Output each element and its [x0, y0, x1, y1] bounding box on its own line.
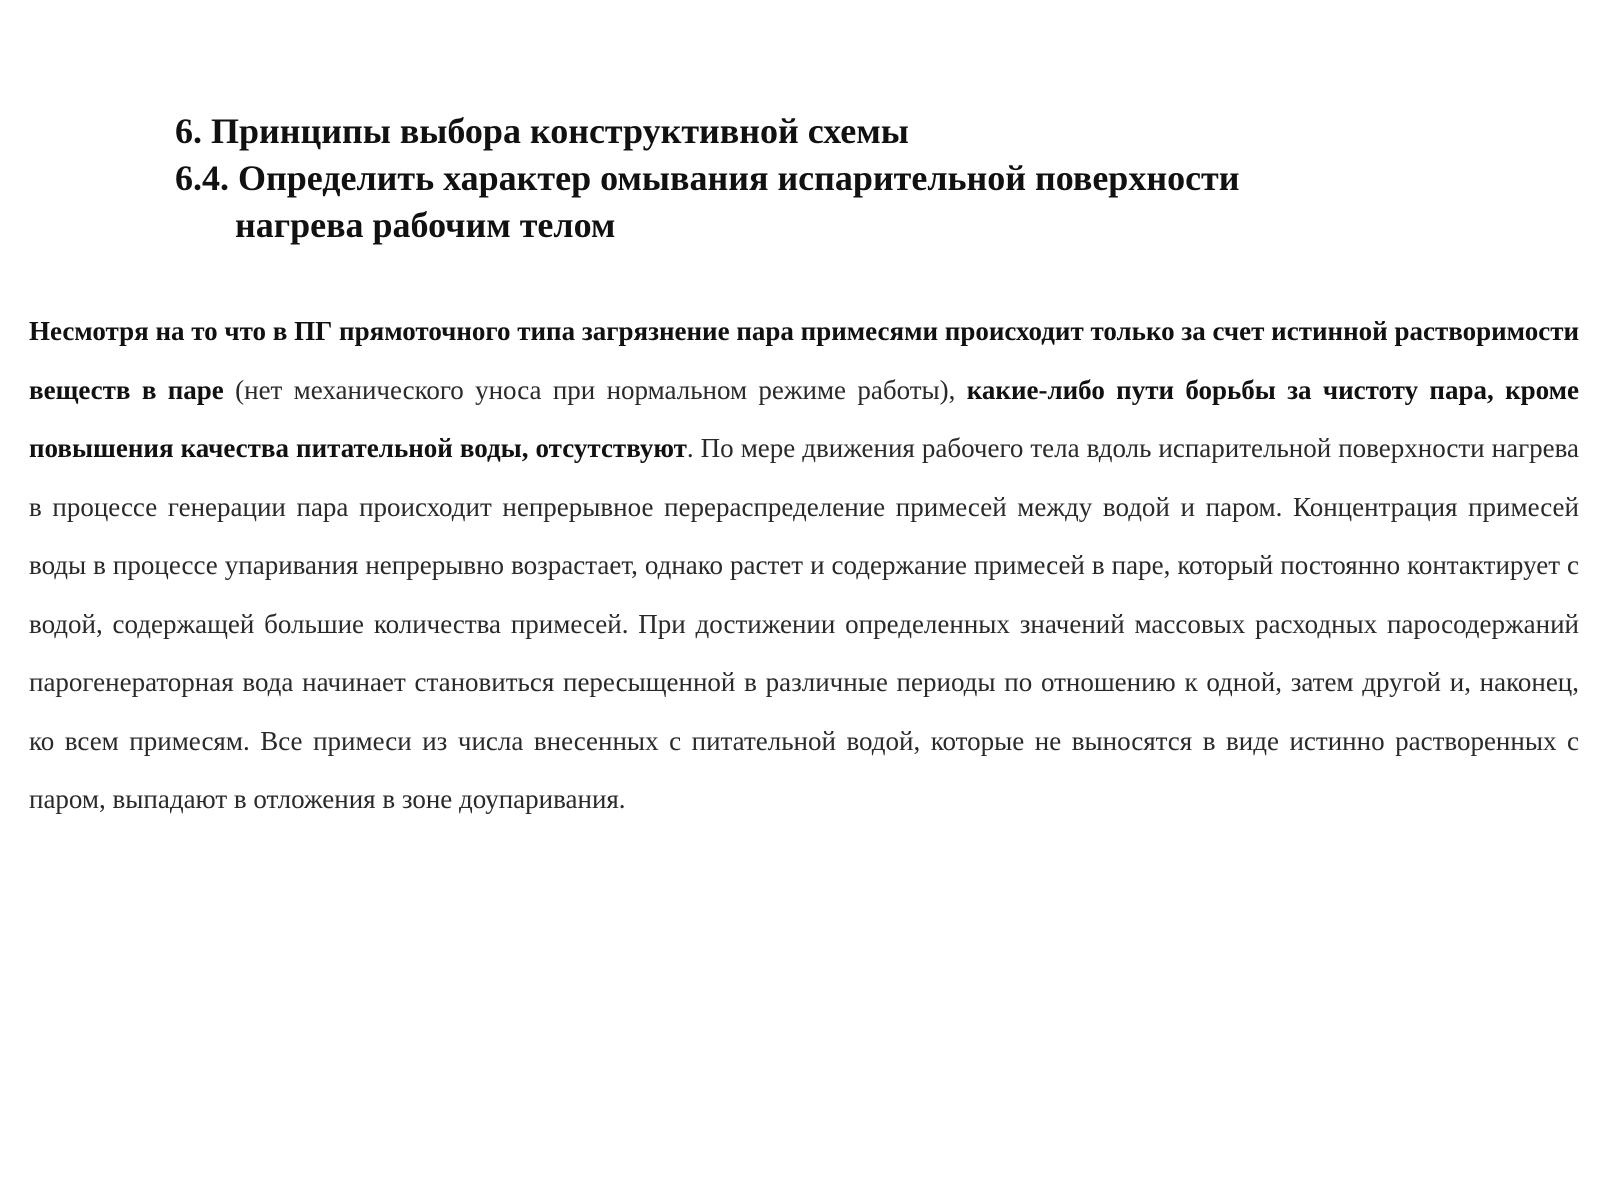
heading-line-chapter: 6. Принципы выбора конструктивной схемы: [175, 111, 909, 151]
paragraph-bold-intro: Несмотря на то что в ПГ прямоточного типа загрязнение пара примесями происходит только за счет истинной растворимости веществ в паре: [29, 316, 1580, 405]
heading-line-subsection: 6.4. Определить характер омывания испарительной поверхности: [175, 158, 1240, 198]
paragraph-rest: . По мере движения рабочего тела вдоль испарительной поверхности нагрева в процессе генерации пара происходит непрерывное перераспределение примесей между водой и паром. Концентрация примесей воды в процессе упаривания непрерывно возрастает, однако растет и содержание примесей в паре, который постоянно контактирует с водой, содержащей большие количества примесей. При достижении определенных значений массовых расходных паросодержаний парогенераторная вода начинает становиться пересыщенной в различные периоды по отношению к одной, затем другой и, наконец, ко всем примесям. Все примеси из числа внесенных с питательной водой, которые не выносятся в виде истинно растворенных с паром, выпадают в отложения в зоне доупаривания.: [29, 433, 1580, 814]
paragraph-aside: (нет механического уноса при нормальном режиме работы),: [223, 374, 967, 405]
heading-line-subsection-continued: нагрева рабочим телом: [235, 205, 616, 245]
paragraph-bold-conclusion: какие-либо пути борьбы за чистоту пара, кроме повышения качества питательной воды, отсутствуют: [29, 374, 1580, 463]
section-heading: [175, 108, 1475, 249]
body-paragraph: [29, 302, 1579, 829]
